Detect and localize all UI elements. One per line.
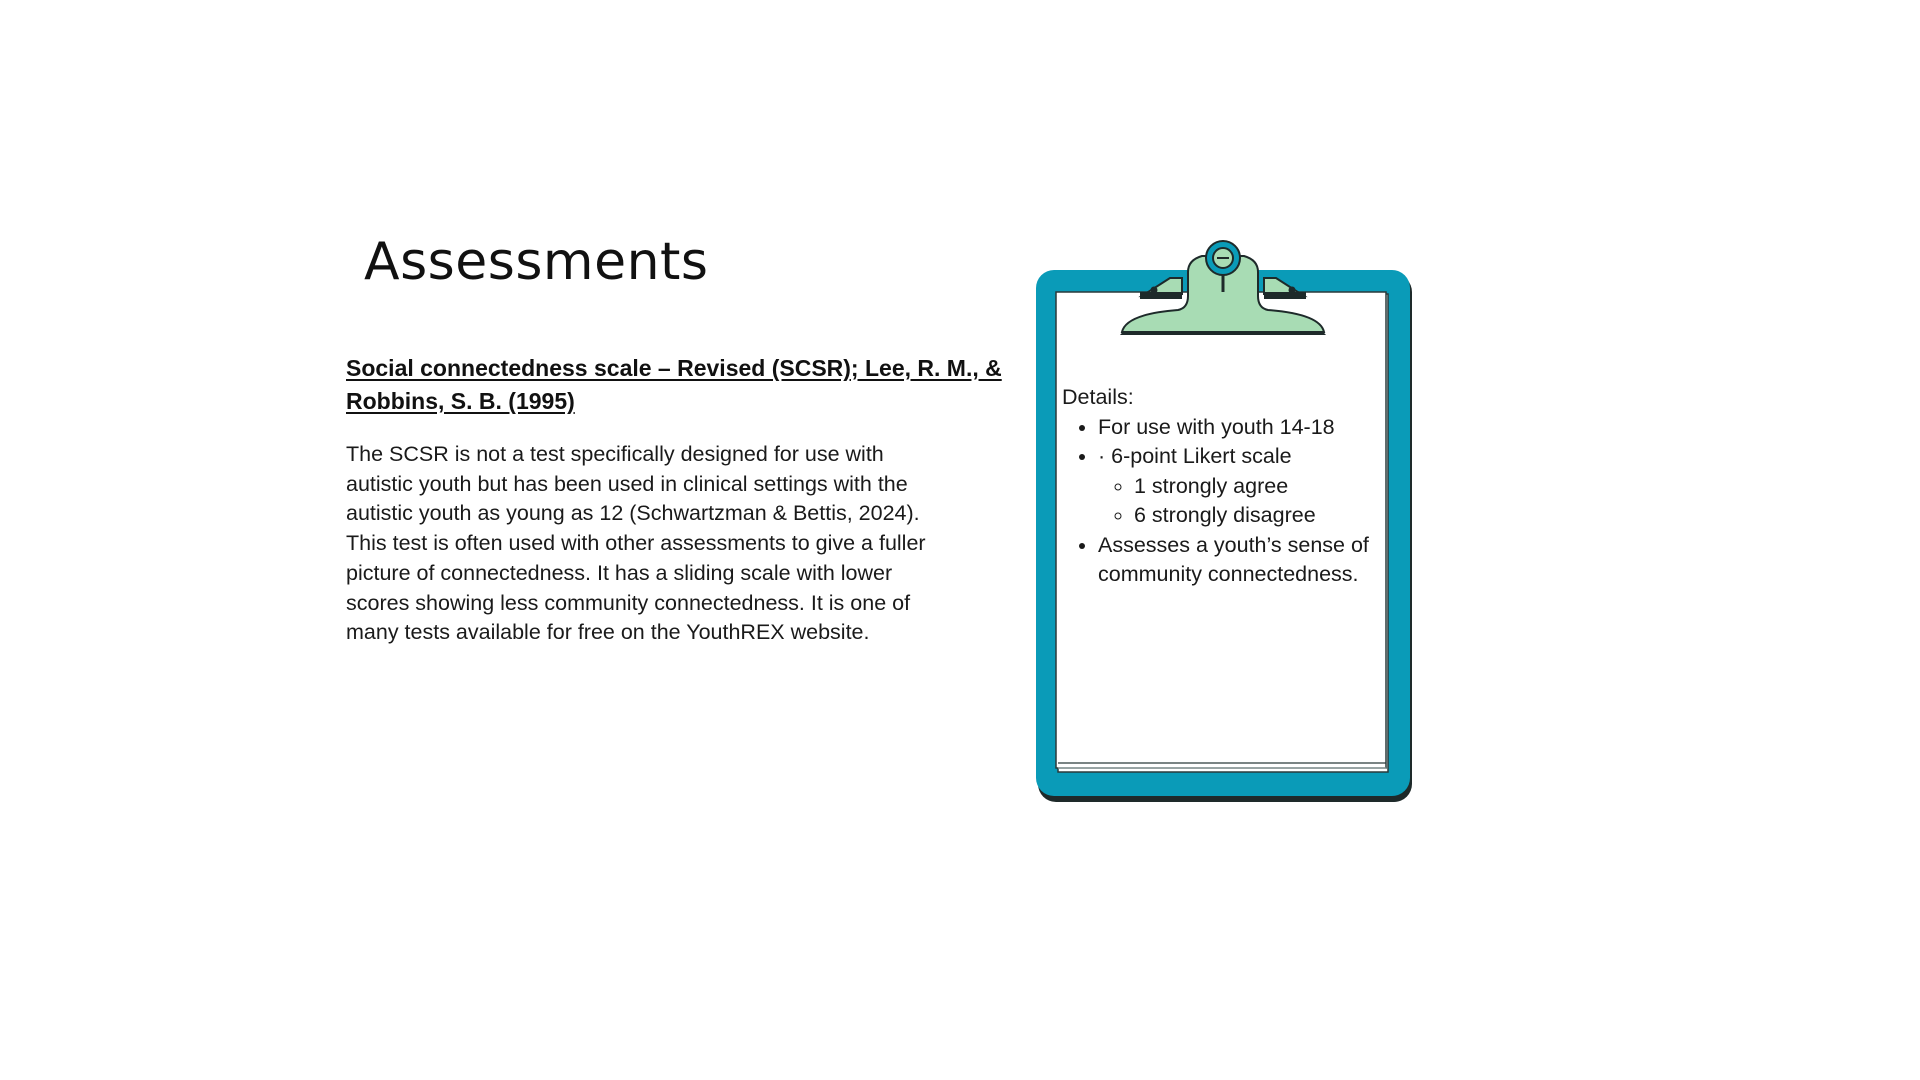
list-item: • For use with youth 14-18 [1098, 413, 1382, 443]
details-list [1062, 413, 1382, 590]
description-text: The SCSR is not a test specifically designed for use with autistic youth but has been used in clinical settings with the autistic youth as young as 12 (Schwartzman & Bettis, 2024). This test is often used with other assessments to give a fuller picture of connectedness. It has a sliding scale with lower scores showing less community connectedness. It is one of many tests available for free on the YouthREX website. [346, 442, 926, 645]
sub-list-item: ◦ 1 strongly agree [1134, 472, 1382, 502]
list-item-label: · 6-point Likert scale [1098, 444, 1292, 468]
sub-list [1098, 472, 1382, 531]
page-title: Assessments [364, 232, 709, 292]
details-panel [1062, 383, 1382, 590]
details-heading: Details: [1062, 385, 1134, 409]
list-item [1098, 442, 1382, 531]
reference-link[interactable]: Social connectedness scale – Revised (SCSR); Lee, R. M., & Robbins, S. B. (1995) [346, 355, 1002, 414]
sub-list-item: ◦ 6 strongly disagree [1134, 501, 1382, 531]
list-item: • Assesses a youth’s sense of community connectedness. [1098, 531, 1382, 590]
